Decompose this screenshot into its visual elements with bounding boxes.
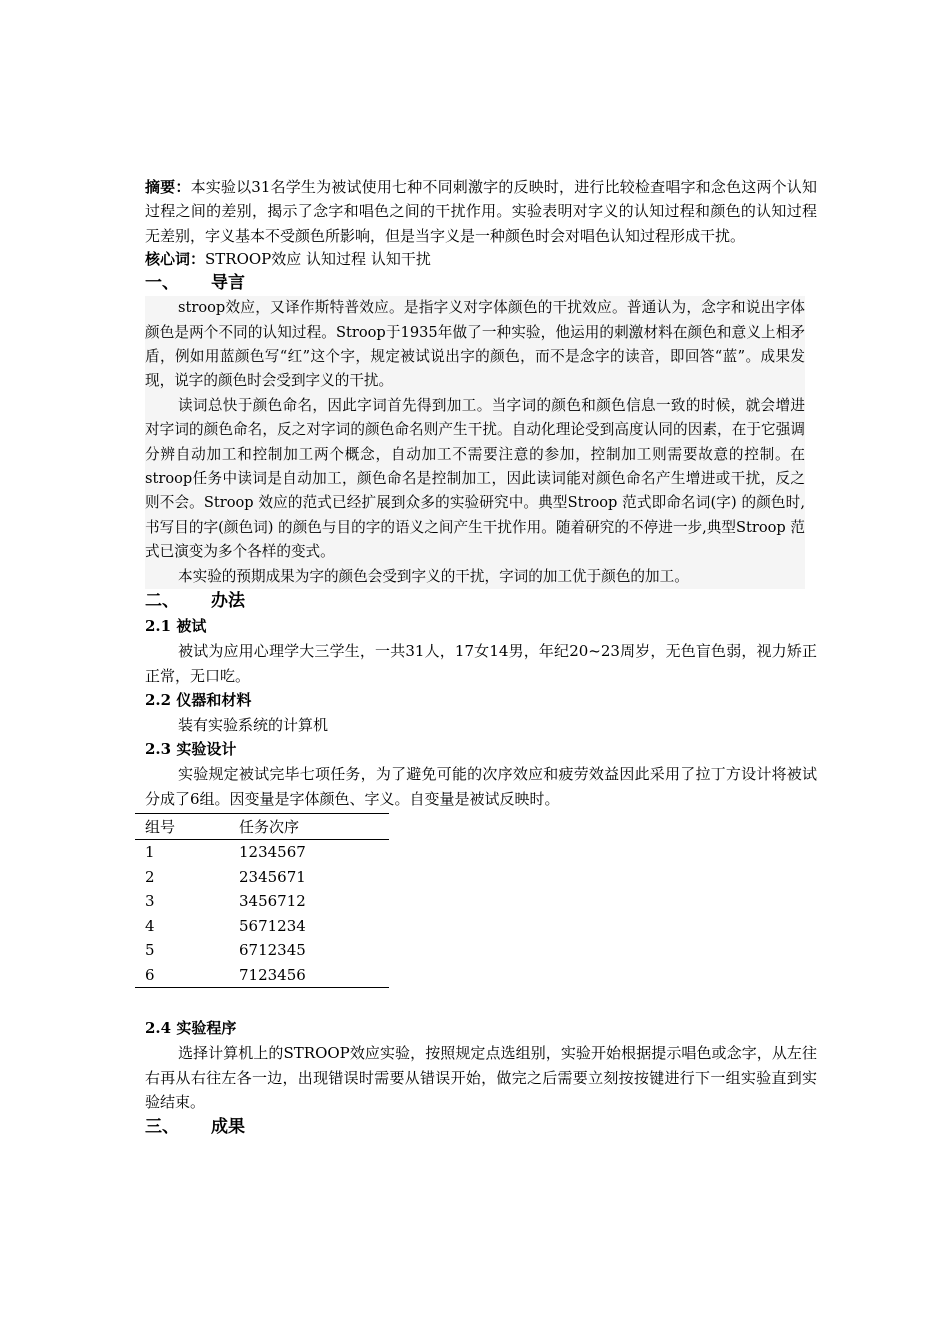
abstract-text: 本实验以31名学生为被试使用七种不同刺激字的反映时，进行比较检查唱字和念色这两个认知过程之间的差别，揭示了念字和唱色之间的干扰作用。实验表明对字义的认知过程和颜色的认知过程无差别，字义基本不受颜色所影响，但是当字义是一种颜色时会对唱色认知过程形成干扰。 [145,178,817,245]
table-cell: 2345671 [239,867,306,886]
table-cell: 3 [145,892,155,911]
group-order-table [135,813,389,988]
section-title: 导言 [211,273,245,294]
procedure-paragraph: 选择计算机上的STROOP效应实验，按照规定点选组别，实验开始根据提示唱色或念字，从左往右再从右往左各一边，出现错误时需要从错误开始，做完之后需要立刻按按键进行下一组实验直到实验结束。 [145,1044,817,1112]
abstract-label: 摘要： [145,178,191,196]
subsection-heading-design: 2.3 实验设计 [145,740,237,759]
table-cell: 1234567 [239,843,306,862]
section-title: 办法 [211,591,245,612]
table-cell: 6712345 [239,941,306,960]
abstract [145,175,817,248]
section-heading-method [145,589,817,614]
table-row [135,938,389,963]
intro-paragraph: 本实验的预期成果为字的颜色会受到字义的干扰，字词的加工优于颜色的加工。 [178,567,689,585]
intro-paragraph: stroop效应，又译作斯特普效应。是指字义对字体颜色的干扰效应。普通认为，念字和说出字体颜色是两个不同的认知过程。Stroop于1935年做了一种实验，他运用的刺激材料在颜色和意义上相矛盾，例如用蓝颜色写“红”这个字，规定被试说出字的颜色，而不是念字的读音，即回答“蓝”。成果发现，说字的颜色时会受到字义的干扰。 [145,299,805,390]
document-page [145,175,817,1140]
subsection-heading-participants: 2.1 被试 [145,617,207,636]
subsection-heading-apparatus: 2.2 仪器和材料 [145,690,252,709]
participants-paragraph: 被试为应用心理学大三学生，一共31人，17女14男，年纪20~23周岁，无色盲色弱，视力矫正正常，无口吃。 [145,642,817,685]
keywords-label: 核心词： [145,250,206,269]
table-cell: 5671234 [239,916,306,935]
keywords [145,248,817,271]
table-cell: 6 [145,965,155,984]
section-number: 三、 [145,1116,179,1137]
table-cell: 2 [145,867,155,886]
table-cell: 1 [145,843,155,862]
table-header-cell: 任务次序 [229,814,389,840]
keywords-text: STROOP效应 认知过程 认知干扰 [205,250,431,269]
table-row [135,864,389,889]
table-cell: 4 [145,916,155,935]
table-row [135,963,389,988]
table-row [135,839,389,864]
section-title: 成果 [211,1116,245,1137]
table-cell: 7123456 [239,965,306,984]
design-paragraph: 实验规定被试完毕七项任务，为了避免可能的次序效应和疲劳效益因此采用了拉丁方设计将被试分成了6组。因变量是字体颜色、字义。自变量是被试反映时。 [145,765,817,808]
table-row [135,889,389,914]
table-header-row [135,814,389,840]
introduction-body [145,296,805,589]
section-heading-introduction [145,271,817,296]
spacer [145,988,817,1016]
table-cell: 3456712 [239,892,306,911]
section-number: 一、 [145,273,179,294]
table-header-cell: 组号 [135,814,229,840]
section-heading-results [145,1115,817,1140]
table-row [135,914,389,939]
table-cell: 5 [145,941,155,960]
intro-paragraph: 读词总快于颜色命名，因此字词首先得到加工。当字词的颜色和颜色信息一致的时候，就会增进对字词的颜色命名，反之对字词的颜色命名则产生干扰。自动化理论受到高度认同的因素，在于它强调分辨自动加工和控制加工两个概念，自动加工不需要注意的参加，控制加工则需要故意的控制。在stroop任务中读词是自动加工，颜色命名是控制加工，因此读词能对颜色命名产生增进或干扰，反之则不会。Stroop 效应的范式已经扩展到众多的实验研究中。典型Stroop 范式即命名词(字) 的颜色时,书写目的字(颜色词) 的颜色与目的字的语义之间产生干扰作用。随着研究的不停进一步,典型Stroop 范式已演变为多个各样的变式。 [145,396,805,561]
subsection-heading-procedure: 2.4 实验程序 [145,1019,237,1038]
apparatus-paragraph: 装有实验系统的计算机 [178,715,329,734]
section-number: 二、 [145,591,179,612]
